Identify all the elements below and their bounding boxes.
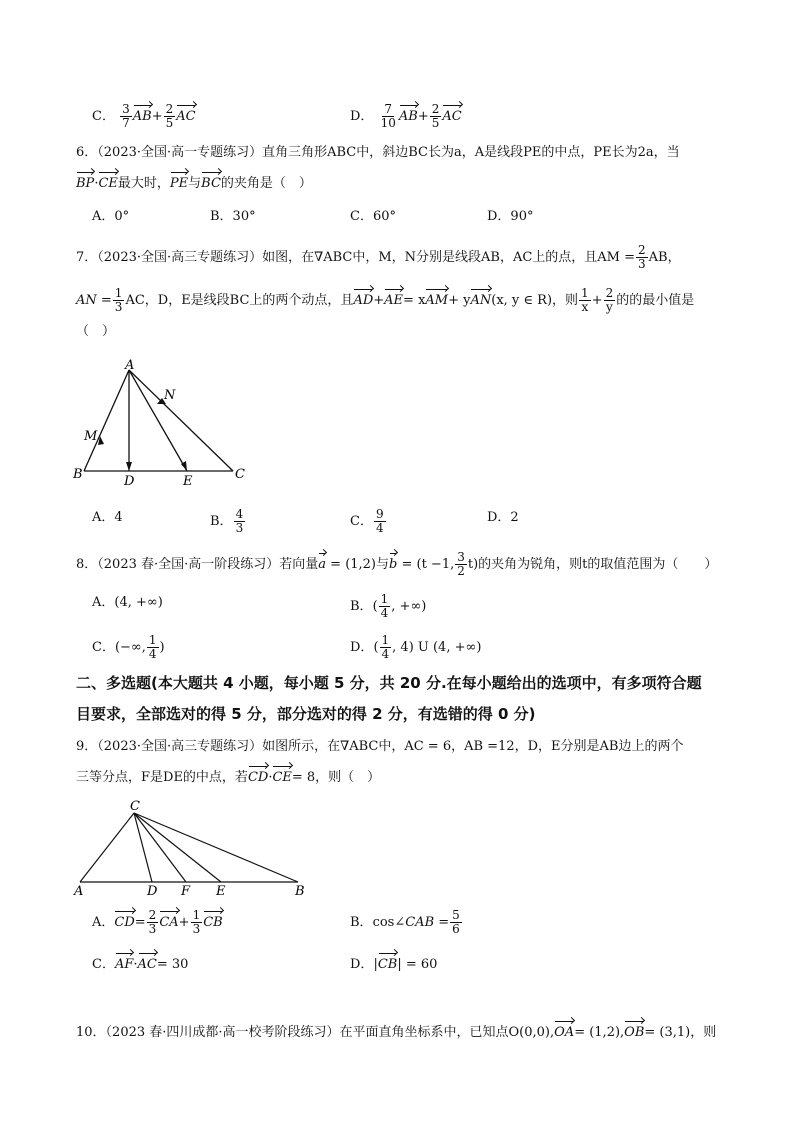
q7-label-b: B: [73, 467, 83, 482]
q9-label-d: D: [147, 884, 158, 899]
q9-line1: 9．（2023·全国·高三专题练习）如图所示，在∇ABC中，AC = 6，AB =12，D，E分别是AB边上的两个: [76, 739, 684, 754]
q8-option-b: B．( $\frac{1}{4}$ , +∞): [350, 592, 427, 620]
q9-label-f: F: [181, 884, 191, 899]
q7-label-m: M: [84, 429, 98, 444]
q6-option-a: A．0°: [92, 209, 130, 224]
q7-label-a: A: [125, 358, 135, 373]
q7-option-d: D．2: [487, 510, 519, 525]
q5-option-c: C． $\frac{3}{7}$ AB+ $\frac{2}{5}$ AC: [92, 102, 196, 130]
q9-line2: 三等分点，F是DE的中点，若CD·CE= 8，则（ ）: [76, 768, 753, 788]
q9-label-b: B: [295, 884, 305, 899]
q7-label-n: N: [164, 388, 176, 403]
q7-option-a: A．4: [92, 510, 123, 525]
q9-option-d: D．|CB| = 60: [350, 955, 437, 975]
q7-label-e: E: [183, 474, 193, 489]
q6-option-b: B．30°: [210, 209, 256, 224]
q6-line2: BP·CE最大时，PE与BC的夹角是（ ）: [76, 174, 753, 194]
q8-option-d: D．( $\frac{1}{4}$ , 4) U (4, +∞): [350, 633, 482, 661]
q9-label-a: A: [74, 884, 84, 899]
q8-option-c: C．(−∞, $\frac{1}{4}$ ): [92, 633, 165, 661]
section2-title-line1: 二、多选题(本大题共 4 小题，每小题 5 分，共 20 分.在每小题给出的选项中，有多项符合题: [76, 674, 702, 692]
q9-option-a: A．CD= $\frac{2}{3}$ CA+ $\frac{1}{3}$ CB: [92, 908, 223, 936]
section2-title-line2: 目要求，全部选对的得 5 分，部分选对的得 2 分，有选错的得 0 分): [76, 705, 536, 723]
q9-option-b: B．cos∠CAB = $\frac{5}{6}$: [350, 908, 460, 936]
q7-line3: （ ）: [76, 324, 116, 339]
q5-option-d: D． $\frac{7}{10}$ AB+ $\frac{2}{5}$ AC: [350, 102, 462, 130]
q7-label-d: D: [124, 474, 135, 489]
q6-option-d: D．90°: [487, 209, 534, 224]
q7-line2: AN = $\frac{1}{3}$ AC，D，E是线段BC上的两个动点，且AD+AE= xAM+ yAN(x, y ∈ R)，则 $\frac{1}{x}$ + $\frac{2}{y}$ 的的最小值是: [76, 286, 695, 314]
q6-option-c: C．60°: [350, 209, 396, 224]
q7-line1: 7．（2023·全国·高三专题练习）如图，在∇ABC中，M，N分别是线段AB，AC上的点，且AM = $\frac{2}{3}$ AB，: [76, 243, 681, 271]
q9-label-c: C: [130, 799, 140, 814]
q10-line1: 10．（2023 春·四川成都·高一校考阶段练习）在平面直角坐标系中，已知点O(0,0),OA= (1,2),OB= (3,1)，则: [76, 1023, 753, 1043]
q7-label-c: C: [235, 467, 245, 482]
q7-option-b: B． $\frac{4}{3}$: [210, 507, 244, 535]
q9-option-c: C．AF·AC= 30: [92, 955, 188, 975]
q7-option-c: C． $\frac{9}{4}$: [350, 507, 384, 535]
q9-figure: [70, 796, 310, 902]
q8-option-a: A．(4, +∞): [92, 595, 163, 610]
q8-line1: 8．（2023 春·全国·高一阶段练习）若向量a = (1,2)与b = (t −1, $\frac{3}{2}$ t)的夹角为锐角，则t的取值范围为（ ）: [76, 550, 718, 578]
q6-line1: 6．（2023·全国·高一专题练习）直角三角形ABC中，斜边BC长为a，A是线段PE的中点，PE长为2a，当: [76, 145, 680, 160]
q9-label-e: E: [216, 884, 226, 899]
q7-figure: [70, 358, 260, 490]
